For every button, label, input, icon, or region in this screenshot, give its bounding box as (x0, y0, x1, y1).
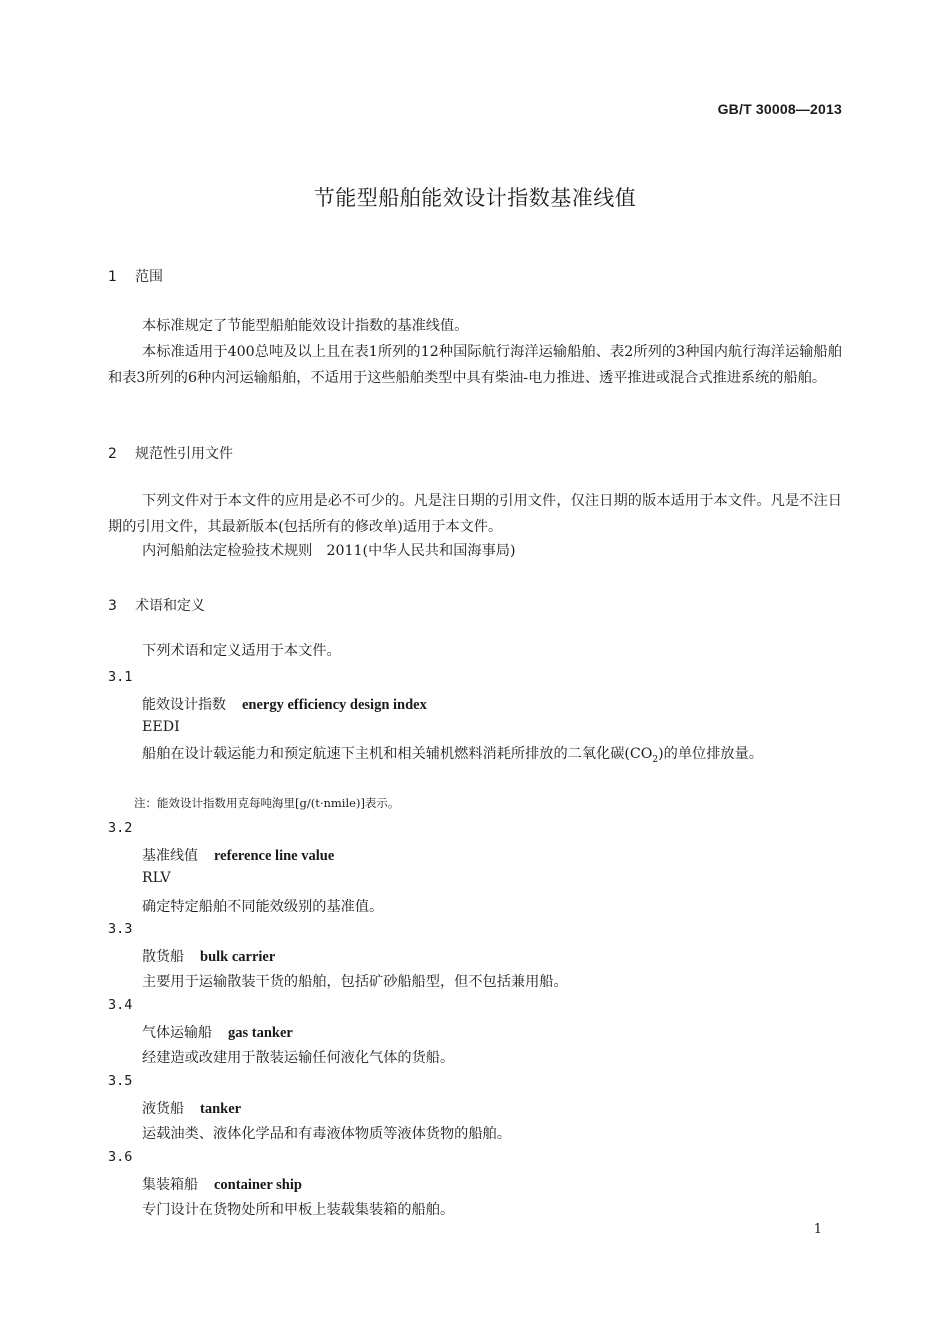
standard-code: GB/T 30008—2013 (717, 101, 842, 117)
term-entry (142, 946, 275, 966)
term-number: 3.1 (108, 669, 133, 685)
section-number: 2 (108, 446, 117, 462)
term-abbreviation: RLV (142, 870, 171, 886)
term-en: bulk carrier (200, 949, 276, 965)
term-abbreviation: EEDI (142, 719, 180, 735)
term-entry (142, 845, 334, 865)
term-en: tanker (200, 1101, 242, 1117)
term-definition: 确定特定船舶不同能效级别的基准值。 (142, 899, 384, 915)
term-entry (142, 1098, 241, 1118)
term-entry (142, 694, 427, 714)
normative-reference: 内河船舶法定检验技术规则 2011(中华人民共和国海事局) (142, 543, 516, 559)
term-number: 3.6 (108, 1149, 133, 1165)
term-zh: 液货船 (142, 1101, 184, 1117)
term-en: container ship (214, 1177, 302, 1193)
term-definition: 专门设计在货物处所和甲板上装载集装箱的船舶。 (142, 1202, 455, 1218)
term-en: gas tanker (228, 1025, 293, 1041)
term-zh: 能效设计指数 (142, 697, 226, 713)
section-number: 3 (108, 598, 117, 614)
page-number: 1 (813, 1222, 822, 1237)
term-zh: 散货船 (142, 949, 184, 965)
term-definition: 主要用于运输散装干货的船舶，包括矿砂船船型，但不包括兼用船。 (142, 974, 568, 990)
term-en: reference line value (214, 848, 335, 864)
section-number: 1 (108, 269, 117, 285)
section-heading-3 (108, 595, 205, 615)
paragraph: 下列文件对于本文件的应用是必不可少的。凡是注日期的引用文件，仅注日期的版本适用于本文件。凡是不注日期的引用文件，其最新版本(包括所有的修改单)适用于本文件。 (108, 493, 842, 535)
section-heading-2 (108, 443, 233, 463)
term-number: 3.3 (108, 921, 133, 937)
term-note (134, 795, 399, 811)
section-heading-1 (108, 266, 163, 286)
term-definition: 运载油类、液体化学品和有毒液体物质等液体货物的船舶。 (142, 1126, 511, 1142)
section-title: 范围 (135, 269, 163, 285)
note-label: 注： (134, 796, 157, 810)
term-en: energy efficiency design index (242, 697, 427, 713)
term-entry (142, 1022, 293, 1042)
note-text: 能效设计指数用克每吨海里[g/(t·nmile)]表示。 (157, 796, 400, 810)
document-title: 节能型船舶能效设计指数基准线值 (313, 186, 637, 210)
section-title: 术语和定义 (135, 598, 205, 614)
term-number: 3.2 (108, 820, 133, 836)
term-zh: 基准线值 (142, 848, 198, 864)
term-zh: 集装箱船 (142, 1177, 198, 1193)
term-number: 3.4 (108, 997, 133, 1013)
paragraph: 本标准规定了节能型船舶能效设计指数的基准线值。 (142, 318, 469, 334)
paragraph: 下列术语和定义适用于本文件。 (142, 643, 341, 659)
paragraph: 本标准适用于400总吨及以上且在表1所列的12种国际航行海洋运输船舶、表2所列的3种国内航行海洋运输船舶和表3所列的6种内河运输船舶，不适用于这些船舶类型中具有柴油-电力推进、透平推进或混合式推进系统的船舶。 (108, 344, 842, 386)
term-definition: 船舶在设计载运能力和预定航速下主机和相关辅机燃料消耗所排放的二氧化碳$(CO_2)$的单位排放量。 (142, 746, 763, 765)
term-entry (142, 1174, 302, 1194)
term-zh: 气体运输船 (142, 1025, 212, 1041)
term-definition: 经建造或改建用于散装运输任何液化气体的货船。 (142, 1050, 455, 1066)
term-number: 3.5 (108, 1073, 133, 1089)
section-title: 规范性引用文件 (135, 446, 233, 462)
